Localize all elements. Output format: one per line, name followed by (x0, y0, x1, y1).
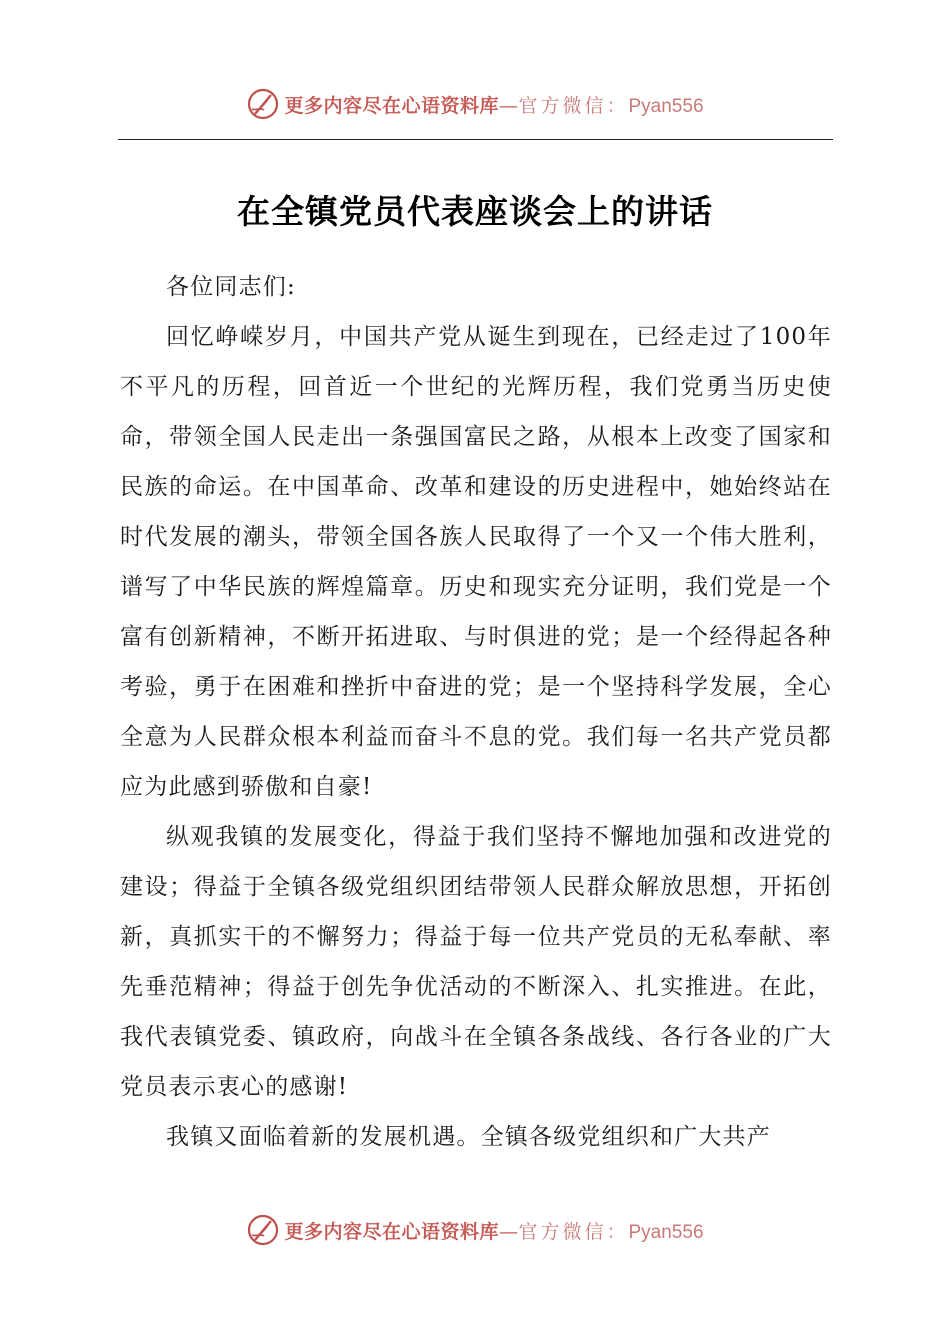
watermark-contact-id: Pyan556 (628, 95, 704, 117)
footer-watermark (0, 1210, 950, 1250)
watermark-contact-id: Pyan556 (628, 1221, 704, 1243)
watermark-contact-label: 官方微信： (518, 94, 629, 117)
document-body (120, 262, 832, 1162)
document-title: 在全镇党员代表座谈会上的讲话 (237, 192, 713, 231)
watermark-separator: — (498, 94, 519, 117)
quill-pen-logo-icon (246, 1213, 280, 1247)
paragraph: 回忆峥嵘岁月，中国共产党从诞生到现在，已经走过了100年不平凡的历程，回首近一个世纪的光辉历程，我们党勇当历史使命，带领全国人民走出一条强国富民之路，从根本上改变了国家和民族的命运。在中国革命、改革和建设的历史进程中，她始终站在时代发展的潮头，带领全国各族人民取得了一个又一个伟大胜利，谱写了中华民族的辉煌篇章。历史和现实充分证明，我们党是一个富有创新精神，不断开拓进取、与时俱进的党；是一个经得起各种考验，勇于在困难和挫折中奋进的党；是一个坚持科学发展，全心全意为人民群众根本利益而奋斗不息的党。我们每一名共产党员都应为此感到骄傲和自豪! (120, 324, 832, 800)
quill-pen-logo-icon (246, 87, 280, 121)
header-divider (118, 139, 833, 140)
paragraph: 我镇又面临着新的发展机遇。全镇各级党组织和广大共产 (166, 1124, 771, 1150)
watermark-text (284, 91, 703, 118)
paragraph: 纵观我镇的发展变化，得益于我们坚持不懈地加强和改进党的建设；得益于全镇各级党组织团结带领人民群众解放思想，开拓创新，真抓实干的不懈努力；得益于每一位共产党员的无私奉献、率先垂范精神；得益于创先争优活动的不断深入、扎实推进。在此，我代表镇党委、镇政府，向战斗在全镇各条战线、各行各业的广大党员表示衷心的感谢! (120, 824, 832, 1100)
watermark-separator: — (498, 1220, 519, 1243)
header-watermark (0, 84, 950, 124)
watermark-brand: 更多内容尽在心语资料库 (284, 94, 499, 117)
salutation: 各位同志们: (166, 274, 296, 300)
watermark-contact-label: 官方微信： (518, 1220, 629, 1243)
watermark-text (284, 1217, 703, 1244)
watermark-brand: 更多内容尽在心语资料库 (284, 1220, 499, 1243)
